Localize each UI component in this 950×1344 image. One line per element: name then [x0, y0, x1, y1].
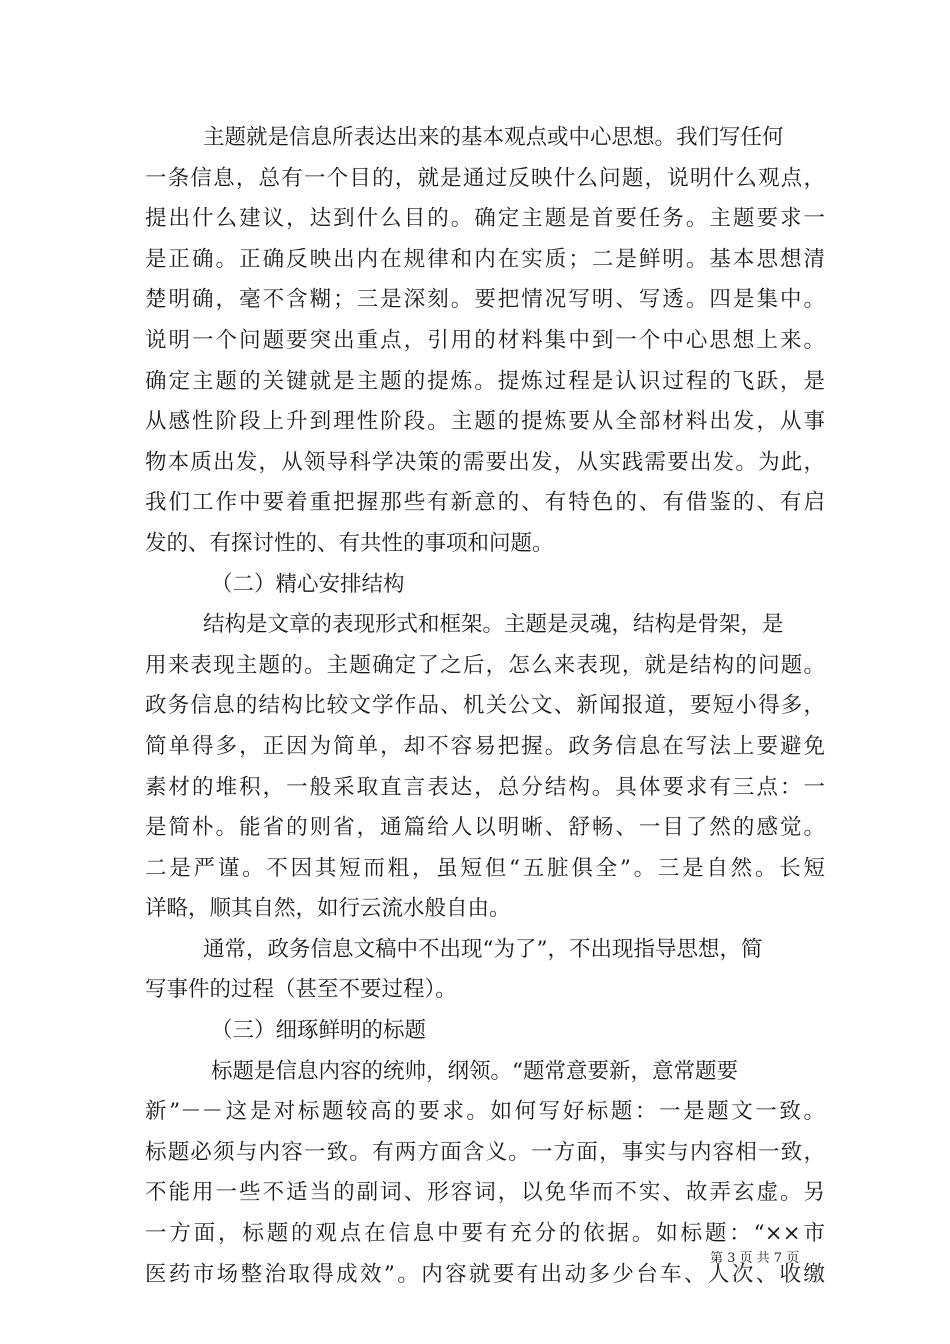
paragraph-line: 楚明确，毫不含糊；三是深刻。要把情况写明、写透。四是集中。 — [145, 287, 825, 313]
paragraph-line: 发的、有探讨性的、有共性的事项和问题。 — [145, 530, 554, 556]
paragraph-line: 一方面，标题的观点在信息中要有充分的依据。如标题：“××市 — [145, 1221, 825, 1247]
paragraph-line: 简单得多，正因为简单，却不容易把握。政务信息在写法上要避免 — [145, 733, 825, 759]
paragraph-line: 结构是文章的表现形式和框架。主题是灵魂，结构是骨架，是 — [203, 612, 784, 638]
paragraph-line: 是正确。正确反映出内在规律和内在实质；二是鲜明。基本思想清 — [145, 246, 825, 272]
paragraph-line: 物本质出发，从领导科学决策的需要出发，从实践需要出发。为此， — [145, 449, 825, 475]
paragraph-line: 二是严谨。不因其短而粗，虽短但“五脏俱全”。三是自然。长短 — [145, 855, 825, 881]
paragraph-line: 素材的堆积，一般采取直言表达，总分结构。具体要求有三点：一 — [145, 774, 825, 800]
page-number: 第 3 页 共 7 页 — [710, 1251, 800, 1266]
paragraph-line: 一条信息，总有一个目的，就是通过反映什么问题，说明什么观点， — [145, 165, 825, 191]
paragraph-line: 政务信息的结构比较文学作品、机关公文、新闻报道，要短小得多， — [145, 693, 825, 719]
paragraph-line: 说明一个问题要突出重点，引用的材料集中到一个中心思想上来。 — [145, 327, 825, 353]
paragraph-line: 用来表现主题的。主题确定了之后，怎么来表现，就是结构的问题。 — [145, 652, 825, 678]
section-heading: （二）精心安排结构 — [211, 571, 405, 597]
paragraph-line: 新”－－这是对标题较高的要求。如何写好标题：一是题文一致。 — [145, 1099, 825, 1125]
paragraph-line: 详略，顺其自然，如行云流水般自由。 — [145, 896, 511, 922]
paragraph-line: 医药市场整治取得成效”。内容就要有出动多少台车、人次、收缴 — [145, 1261, 825, 1287]
paragraph-line: 确定主题的关键就是主题的提炼。提炼过程是认识过程的飞跃，是 — [145, 368, 825, 394]
section-heading: （三）细琢鲜明的标题 — [211, 1018, 427, 1044]
paragraph-line: 不能用一些不适当的副词、形容词，以免华而不实、故弄玄虚。另 — [145, 1180, 825, 1206]
paragraph-line: 写事件的过程（甚至不要过程）。 — [145, 977, 457, 1003]
paragraph-line: 提出什么建议，达到什么目的。确定主题是首要任务。主题要求一 — [145, 206, 825, 232]
paragraph-line: 通常，政务信息文稿中不出现“为了”，不出现指导思想，简 — [203, 936, 763, 962]
paragraph-line: 标题是信息内容的统帅，纲领。“题常意要新，意常题要 — [211, 1058, 738, 1084]
paragraph-line: 标题必须与内容一致。有两方面含义。一方面，事实与内容相一致， — [145, 1139, 825, 1165]
paragraph-line: 主题就是信息所表达出来的基本观点或中心思想。我们写任何 — [203, 125, 784, 150]
paragraph-line: 我们工作中要着重把握那些有新意的、有特色的、有借鉴的、有启 — [145, 490, 825, 516]
document-body — [145, 118, 825, 1295]
paragraph-line: 从感性阶段上升到理性阶段。主题的提炼要从全部材料出发，从事 — [145, 409, 825, 435]
paragraph-line: 是简朴。能省的则省，通篇给人以明晰、舒畅、一目了然的感觉。 — [145, 815, 825, 841]
